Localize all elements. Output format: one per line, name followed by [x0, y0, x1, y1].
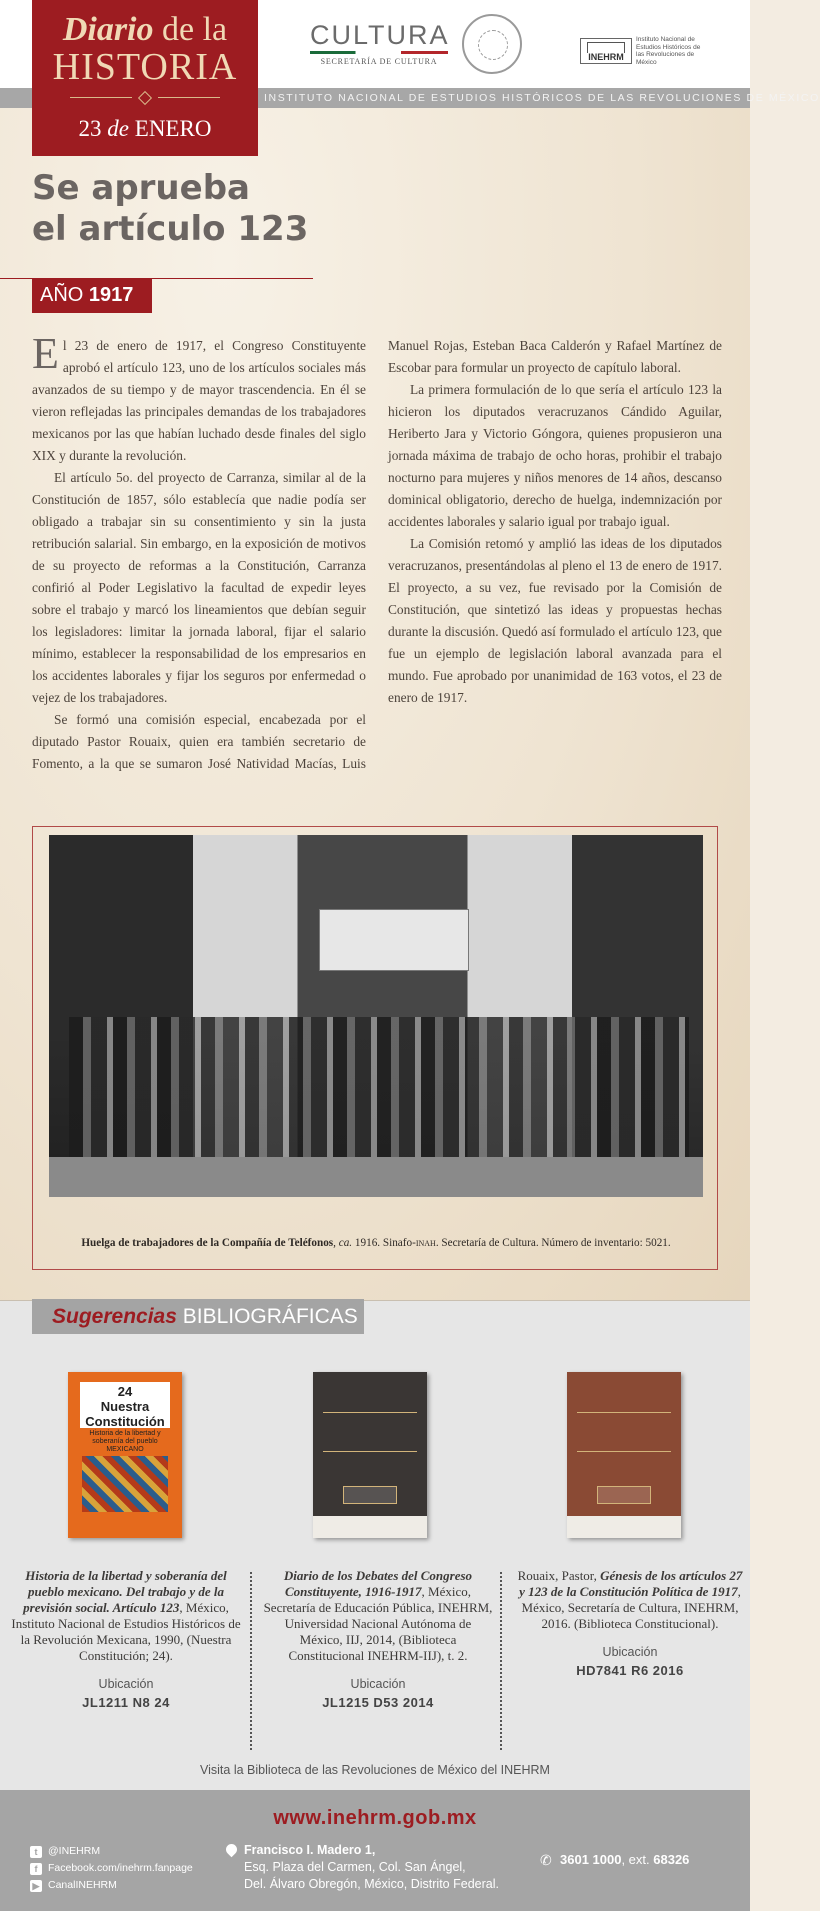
book-1-title: Historia de la libertad y soberanía del pueblo mexicano. Del trabajo y de la previsión social. Artículo 123	[23, 1568, 227, 1615]
book-3-call-number: HD7841 R6 2016	[576, 1663, 684, 1678]
website-link[interactable]: www.inehrm.gob.mx	[273, 1807, 477, 1829]
twitter-handle: @INEHRM	[48, 1845, 101, 1857]
location-pin-icon	[224, 1842, 240, 1858]
photo-frame	[32, 826, 718, 1270]
date-day: 23	[78, 116, 102, 141]
book-2-call-number: JL1215 D53 2014	[322, 1695, 434, 1710]
book-2-reference	[262, 1568, 494, 1711]
book-1-location-label: Ubicación	[98, 1677, 154, 1691]
phone[interactable]	[540, 1852, 690, 1868]
visit-text: Visita la Biblioteca de las Revoluciones de México del	[200, 1763, 501, 1777]
youtube-link[interactable]	[30, 1877, 193, 1894]
paragraph-1	[32, 329, 366, 467]
book-2-cover-band	[343, 1486, 397, 1504]
visit-inehrm: INEHRM	[500, 1763, 550, 1777]
paragraph-4: La primera formulación de lo que sería el artículo 123 la hicieron los diputados veracruzanos Cándido Aguilar, Heriberto Jara y Victorio Góngora, quienes propusieron una jornada máxima de trabajo de ocho horas, prohibir el trabajo nocturno para mujeres y niños menores de 14 años, descanso dominical obligatorio, derecho de huelga, indemnización por accidentes laborales y salario igual por trabajo igual.	[388, 382, 722, 529]
tricolor-bar	[310, 51, 448, 54]
paragraph-2: El artículo 5o. del proyecto de Carranza, similar al de la Constitución de 1857, sólo establecía que nadie podía ser obligado a trabajar sin su consentimiento y sin la justa retribución salarial. Sin embargo, en la exposición de motivos de su proyecto de reformas a la Constitución, Carranza confirió al Poder Legislativo la facultad de expedir leyes sobre el trabajo y marcó los lineamientos que debían seguir los legisladores: limitar la jornada laboral, fijar el salario mínimo, establecer la responsabilidad de los empresarios en los accidentes laborales y fijar los seguros por enfermedad o vejez de los trabajadores.	[32, 470, 366, 705]
diario-title-line	[32, 12, 258, 48]
book-3-title: Génesis de los artículos 27 y 123 de la Constitución Política de 1917	[519, 1568, 743, 1599]
diario-word: Diario	[62, 11, 154, 48]
book-cover-2[interactable]	[313, 1372, 427, 1538]
book-2-cover-foot	[313, 1516, 427, 1538]
book-1-cover-subtitle: Historia de la libertad y soberanía del pueblo MEXICANO	[89, 1430, 161, 1453]
book-2-location-label: Ubicación	[350, 1677, 406, 1691]
social-links	[30, 1843, 193, 1894]
book-1-reference	[10, 1568, 242, 1711]
book-2-title: Diario de los Debates del Congreso Constituyente, 1916-1917	[283, 1568, 473, 1599]
book-3-details: , México, Secretaría de Cultura, INEHRM, 2016. (Biblioteca Constitucional).	[521, 1584, 741, 1631]
ornament-icon	[70, 92, 220, 104]
book-1-cover-name: Nuestra Constitución	[85, 1399, 165, 1429]
diario-logo	[32, 0, 258, 156]
library-visit-note	[0, 1763, 750, 1777]
book-cover-3[interactable]	[567, 1372, 681, 1538]
year-label: AÑO	[40, 284, 84, 306]
photo-caption	[33, 1237, 719, 1249]
institute-band: INSTITUTO NACIONAL DE ESTUDIOS HISTÓRICOS DE LAS REVOLUCIONES DE MÉXICO	[0, 88, 750, 108]
strike-photo	[49, 835, 703, 1197]
twitter-icon: t	[30, 1846, 42, 1858]
caption-year: 1916. Sinafo-	[352, 1237, 416, 1249]
inehrm-logo	[580, 36, 702, 66]
paragraph-1-text: l 23 de enero de 1917, el Congreso Constituyente aprobó el artículo 123, uno de los artículos sociales más avanzados de su tiempo y de mayor trascendencia. En él se vieron reflejadas las principales demandas de los trabajadores mexicanos por las que habían luchado desde finales del siglo XIX y durante la revolución.	[32, 338, 366, 463]
paragraph-3: Se formó una comisión especial, encabezada por el diputado Pastor Rouaix, quien era también secretario de Fomento, a la que se sumaron José Natividad Macías, Luis Manuel Rojas, Esteban Baca Calderón y Rafael Martínez de Escobar para formular un proyecto de capítulo laboral.	[32, 338, 722, 771]
article-body	[32, 329, 722, 775]
national-seal-icon	[462, 14, 522, 74]
paragraph-5: La Comisión retomó y amplió las ideas de los diputados veracruzanos, presentándolas al pleno el 13 de enero de 1917. El proyecto, a su vez, fue revisado por la Comisión de Constitución, que sintetizó las ideas y propuestas hechas durante la discusión. Quedó así formulado el artículo 123, que fue un ejemplo de legislación laboral avanzada para el mundo. Fue aprobado por unanimidad de 163 votos, el 23 de enero de 1917.	[388, 536, 722, 705]
divider	[500, 1572, 502, 1750]
caption-ca: , ca.	[333, 1237, 353, 1249]
facebook-icon: f	[30, 1863, 42, 1875]
phone-icon: ✆	[540, 1852, 552, 1868]
caption-inah: inah	[415, 1237, 436, 1249]
date-month: ENERO	[134, 116, 212, 141]
dropcap: E	[32, 329, 59, 378]
date-de: de	[101, 116, 135, 141]
suggestions-heading	[32, 1299, 364, 1334]
page-title	[32, 168, 308, 250]
year-badge	[32, 278, 152, 313]
caption-rest: . Secretaría de Cultura. Número de inventario: 5021.	[435, 1237, 671, 1249]
phone-ext-label: , ext.	[621, 1852, 654, 1867]
year-value: 1917	[88, 284, 134, 306]
book-1-call-number: JL1211 N8 24	[82, 1695, 170, 1710]
facebook-url: Facebook.com/inehrm.fanpage	[48, 1862, 193, 1874]
inehrm-building-icon	[580, 38, 632, 64]
book-3-author: Rouaix, Pastor,	[517, 1568, 601, 1583]
book-1-cover-art	[82, 1456, 168, 1512]
facebook-link[interactable]	[30, 1860, 193, 1877]
book-2-details: , México, Secretaría de Educación Pública, INEHRM, Universidad Nacional Autónoma de México, IIJ, 2014, (Biblioteca Constitucional INEHRM-IIJ), t. 2.	[263, 1584, 493, 1663]
photo-banner	[319, 909, 469, 971]
address-line-1: Francisco I. Madero 1,	[244, 1843, 376, 1857]
book-1-cover-title	[80, 1382, 170, 1428]
suggestions-italic: Sugerencias	[52, 1305, 177, 1328]
title-line-2: el artículo 123	[32, 209, 309, 249]
phone-number: 3601 1000	[560, 1852, 622, 1867]
cultura-subtitle: SECRETARÍA DE CULTURA	[320, 57, 438, 66]
photo-crowd	[69, 1017, 689, 1167]
youtube-icon: ▶	[30, 1880, 42, 1892]
book-2-cover-title-area	[323, 1412, 417, 1452]
address	[244, 1842, 499, 1893]
book-3-cover-foot	[567, 1516, 681, 1538]
address-line-3: Del. Álvaro Obregón, México, Distrito Federal.	[244, 1877, 499, 1891]
footer	[0, 1790, 750, 1911]
de-la-word: de la	[153, 11, 228, 48]
phone-ext: 68326	[653, 1852, 690, 1867]
book-3-cover-band	[597, 1486, 651, 1504]
photo-ground	[49, 1157, 703, 1197]
divider	[250, 1572, 252, 1750]
book-cover-1[interactable]	[68, 1372, 182, 1538]
book-3-cover-title-area	[577, 1412, 671, 1452]
inehrm-abbr: INEHRM	[588, 52, 624, 62]
youtube-label: Canal	[48, 1879, 76, 1891]
book-1-cover-number: 24	[117, 1384, 133, 1399]
address-line-2: Esq. Plaza del Carmen, Col. San Ángel,	[244, 1860, 466, 1874]
twitter-link[interactable]	[30, 1843, 193, 1860]
cultura-logo	[310, 20, 448, 66]
cultura-name: CULTURA	[310, 20, 450, 50]
suggestions-rest: BIBLIOGRÁFICAS	[176, 1305, 358, 1328]
title-line-1: Se aprueba	[32, 168, 250, 208]
book-1-details: , México, Instituto Nacional de Estudios Históricos de la Revolución Mexicana, 1990, (Nuestra Constitución; 24).	[11, 1600, 241, 1663]
inehrm-full-name: Instituto Nacional de Estudios Históricos de las Revoluciones de México	[636, 36, 701, 66]
book-3-location-label: Ubicación	[602, 1645, 658, 1659]
diario-date	[32, 116, 258, 142]
caption-title: Huelga de trabajadores de la Compañía de Teléfonos	[81, 1237, 334, 1249]
historia-word: HISTORIA	[52, 46, 238, 88]
book-3-reference	[514, 1568, 746, 1679]
youtube-name: INEHRM	[75, 1879, 117, 1891]
